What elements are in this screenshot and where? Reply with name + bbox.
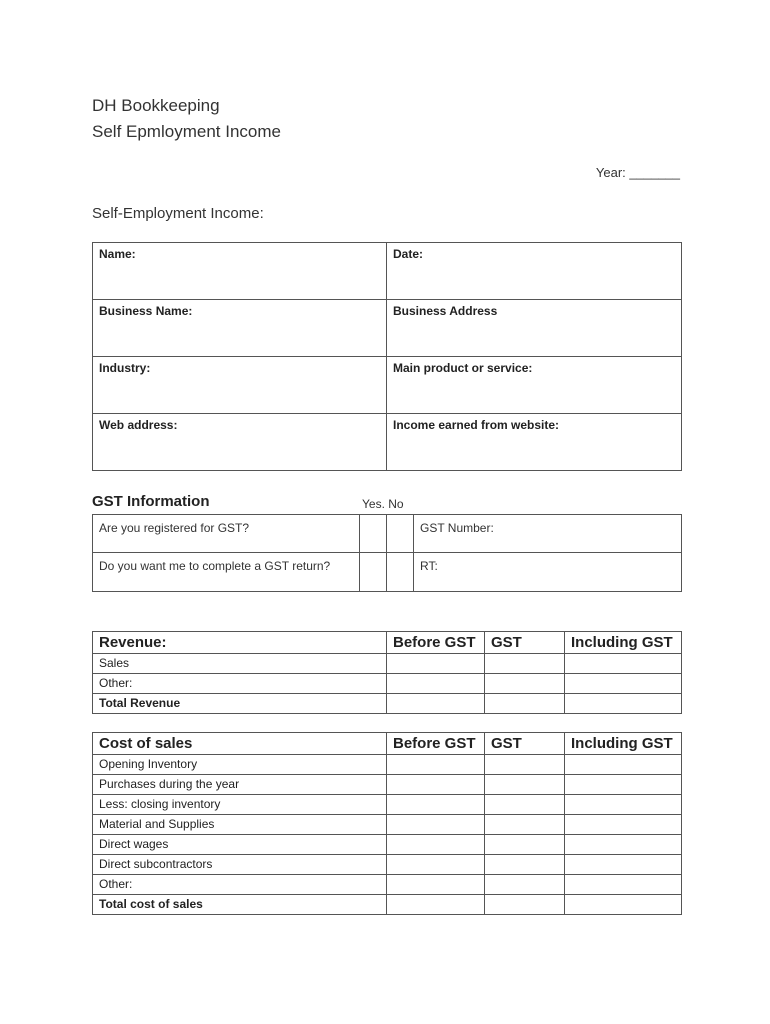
amount-cell[interactable] bbox=[485, 654, 565, 674]
amount-cell[interactable] bbox=[485, 674, 565, 694]
col-before-gst: Before GST bbox=[387, 632, 485, 654]
amount-cell[interactable] bbox=[387, 755, 485, 775]
amount-cell[interactable] bbox=[565, 755, 682, 775]
gst-section-title: GST Information bbox=[92, 493, 210, 510]
industry-field[interactable]: Industry: bbox=[93, 357, 387, 414]
gst-registered-question: Are you registered for GST? bbox=[93, 515, 360, 553]
amount-cell[interactable] bbox=[485, 755, 565, 775]
amount-cell[interactable] bbox=[565, 674, 682, 694]
col-including-gst: Including GST bbox=[565, 632, 682, 654]
amount-cell[interactable] bbox=[387, 795, 485, 815]
table-row-label: Purchases during the year bbox=[93, 775, 387, 795]
amount-cell[interactable] bbox=[387, 815, 485, 835]
amount-cell[interactable] bbox=[387, 654, 485, 674]
table-row-label: Sales bbox=[93, 654, 387, 674]
form-title: Self Epmloyment Income bbox=[92, 122, 281, 141]
revenue-table bbox=[92, 631, 682, 714]
name-field[interactable]: Name: bbox=[93, 243, 387, 300]
amount-cell[interactable] bbox=[565, 795, 682, 815]
business-name-field[interactable]: Business Name: bbox=[93, 300, 387, 357]
amount-cell[interactable] bbox=[387, 895, 485, 915]
company-name: DH Bookkeeping bbox=[92, 96, 220, 115]
table-row-label: Less: closing inventory bbox=[93, 795, 387, 815]
amount-cell[interactable] bbox=[387, 694, 485, 714]
gst-registered-yes-checkbox[interactable] bbox=[360, 515, 387, 553]
amount-cell[interactable] bbox=[387, 855, 485, 875]
amount-cell[interactable] bbox=[485, 855, 565, 875]
amount-cell[interactable] bbox=[387, 674, 485, 694]
revenue-title: Revenue: bbox=[93, 632, 387, 654]
income-website-field[interactable]: Income earned from website: bbox=[387, 414, 682, 471]
cost-of-sales-title: Cost of sales bbox=[93, 733, 387, 755]
amount-cell[interactable] bbox=[485, 875, 565, 895]
total-row-label: Total cost of sales bbox=[93, 895, 387, 915]
cost-of-sales-table bbox=[92, 732, 682, 915]
amount-cell[interactable] bbox=[485, 795, 565, 815]
section-title: Self-Employment Income: bbox=[92, 205, 264, 222]
main-product-field[interactable]: Main product or service: bbox=[387, 357, 682, 414]
amount-cell[interactable] bbox=[485, 895, 565, 915]
amount-cell[interactable] bbox=[387, 875, 485, 895]
business-address-field[interactable]: Business Address bbox=[387, 300, 682, 357]
table-row-label: Other: bbox=[93, 674, 387, 694]
amount-cell[interactable] bbox=[565, 775, 682, 795]
amount-cell[interactable] bbox=[485, 775, 565, 795]
date-field[interactable]: Date: bbox=[387, 243, 682, 300]
table-row-label: Material and Supplies bbox=[93, 815, 387, 835]
amount-cell[interactable] bbox=[565, 875, 682, 895]
table-row-label: Other: bbox=[93, 875, 387, 895]
col-before-gst: Before GST bbox=[387, 733, 485, 755]
amount-cell[interactable] bbox=[565, 835, 682, 855]
total-row-label: Total Revenue bbox=[93, 694, 387, 714]
yes-no-label: Yes. No bbox=[362, 497, 404, 511]
amount-cell[interactable] bbox=[565, 895, 682, 915]
table-row-label: Direct wages bbox=[93, 835, 387, 855]
amount-cell[interactable] bbox=[387, 775, 485, 795]
table-row-label: Direct subcontractors bbox=[93, 855, 387, 875]
year-field[interactable]: Year: _______ bbox=[595, 165, 680, 180]
amount-cell[interactable] bbox=[565, 855, 682, 875]
col-gst: GST bbox=[485, 733, 565, 755]
gst-registered-no-checkbox[interactable] bbox=[387, 515, 414, 553]
gst-number-field[interactable]: GST Number: bbox=[414, 515, 682, 553]
col-gst: GST bbox=[485, 632, 565, 654]
amount-cell[interactable] bbox=[565, 694, 682, 714]
amount-cell[interactable] bbox=[565, 654, 682, 674]
gst-return-no-checkbox[interactable] bbox=[387, 553, 414, 592]
gst-return-yes-checkbox[interactable] bbox=[360, 553, 387, 592]
gst-return-question: Do you want me to complete a GST return? bbox=[93, 553, 360, 592]
amount-cell[interactable] bbox=[387, 835, 485, 855]
amount-cell[interactable] bbox=[485, 694, 565, 714]
rt-field[interactable]: RT: bbox=[414, 553, 682, 592]
business-info-table bbox=[92, 242, 682, 471]
amount-cell[interactable] bbox=[485, 835, 565, 855]
amount-cell[interactable] bbox=[485, 815, 565, 835]
amount-cell[interactable] bbox=[565, 815, 682, 835]
gst-table bbox=[92, 514, 682, 592]
table-row-label: Opening Inventory bbox=[93, 755, 387, 775]
col-including-gst: Including GST bbox=[565, 733, 682, 755]
web-address-field[interactable]: Web address: bbox=[93, 414, 387, 471]
